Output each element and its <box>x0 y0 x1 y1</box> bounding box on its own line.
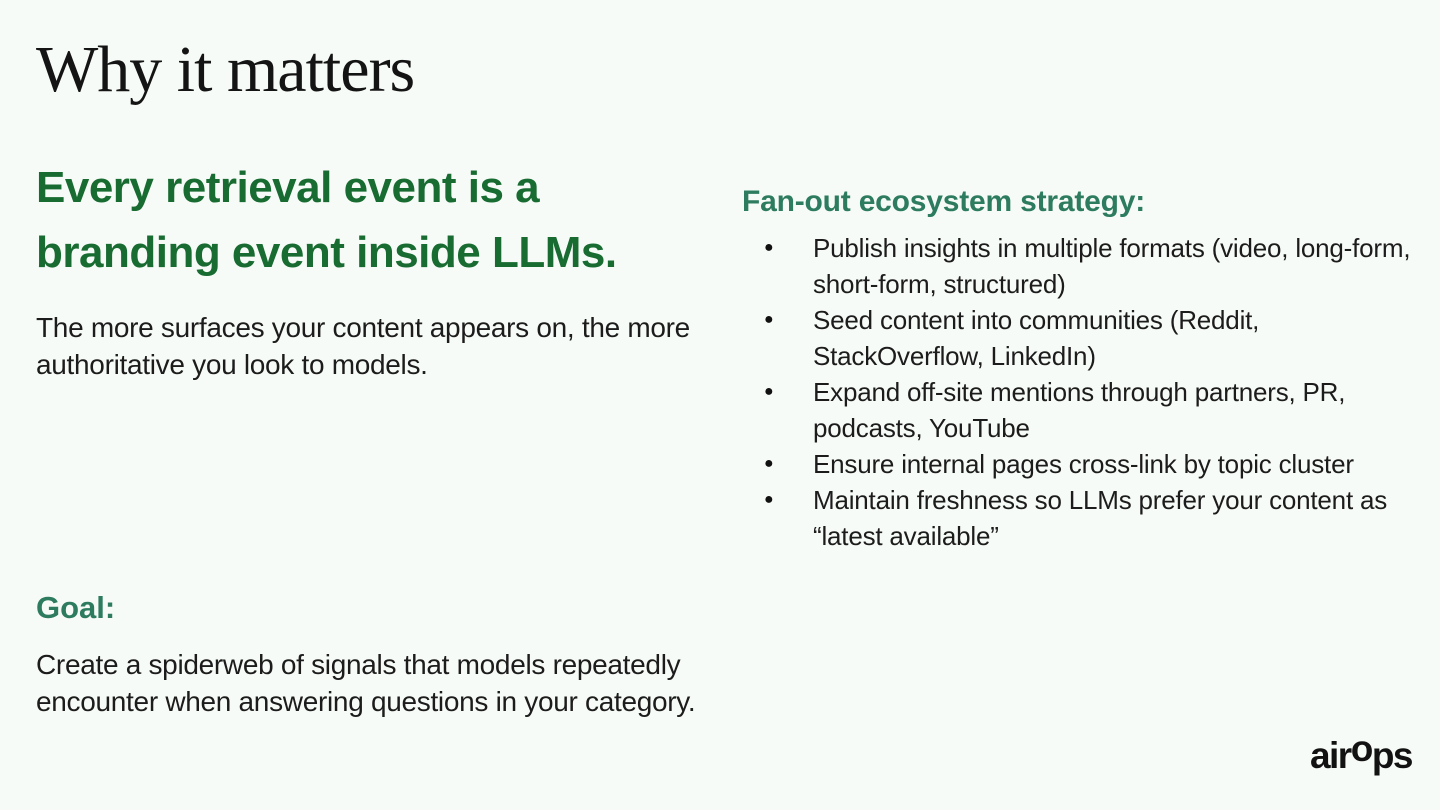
goal-body-text: Create a spiderweb of signals that models repeatedly encounter when answering questions in your category. <box>36 649 696 717</box>
list-item <box>742 302 1432 374</box>
list-item-text: Expand off-site mentions through partners, PR, podcasts, YouTube <box>813 377 1346 443</box>
strategy-list <box>742 230 1432 554</box>
strategy-heading: Fan-out ecosystem strategy: <box>742 185 1146 218</box>
goal-section <box>36 588 701 720</box>
logo-raised-o: o <box>1350 728 1372 769</box>
list-item <box>742 374 1432 446</box>
left-column <box>36 155 701 383</box>
airops-logo <box>1309 728 1412 777</box>
left-heading: Every retrieval event is a branding event inside LLMs. <box>36 163 617 277</box>
list-item <box>742 230 1432 302</box>
bullet-icon: ● <box>764 455 774 472</box>
left-body-text: The more surfaces your content appears on, the more authoritative you look to models. <box>36 312 690 380</box>
bullet-icon: ● <box>764 239 774 256</box>
logo-text-post: ps <box>1371 735 1412 776</box>
list-item <box>742 446 1432 482</box>
page-title: Why it matters <box>36 33 415 106</box>
logo-text-pre: air <box>1309 735 1351 776</box>
goal-label: Goal: <box>36 590 116 625</box>
list-item-text: Seed content into communities (Reddit, StackOverflow, LinkedIn) <box>813 305 1260 371</box>
right-column <box>742 182 1432 554</box>
list-item <box>742 482 1432 554</box>
bullet-icon: ● <box>764 383 774 400</box>
list-item-text: Ensure internal pages cross-link by topic cluster <box>813 449 1354 479</box>
list-item-text: Publish insights in multiple formats (video, long-form, short-form, structured) <box>813 233 1411 299</box>
bullet-icon: ● <box>764 491 774 508</box>
bullet-icon: ● <box>764 311 774 328</box>
list-item-text: Maintain freshness so LLMs prefer your content as “latest available” <box>813 485 1388 551</box>
